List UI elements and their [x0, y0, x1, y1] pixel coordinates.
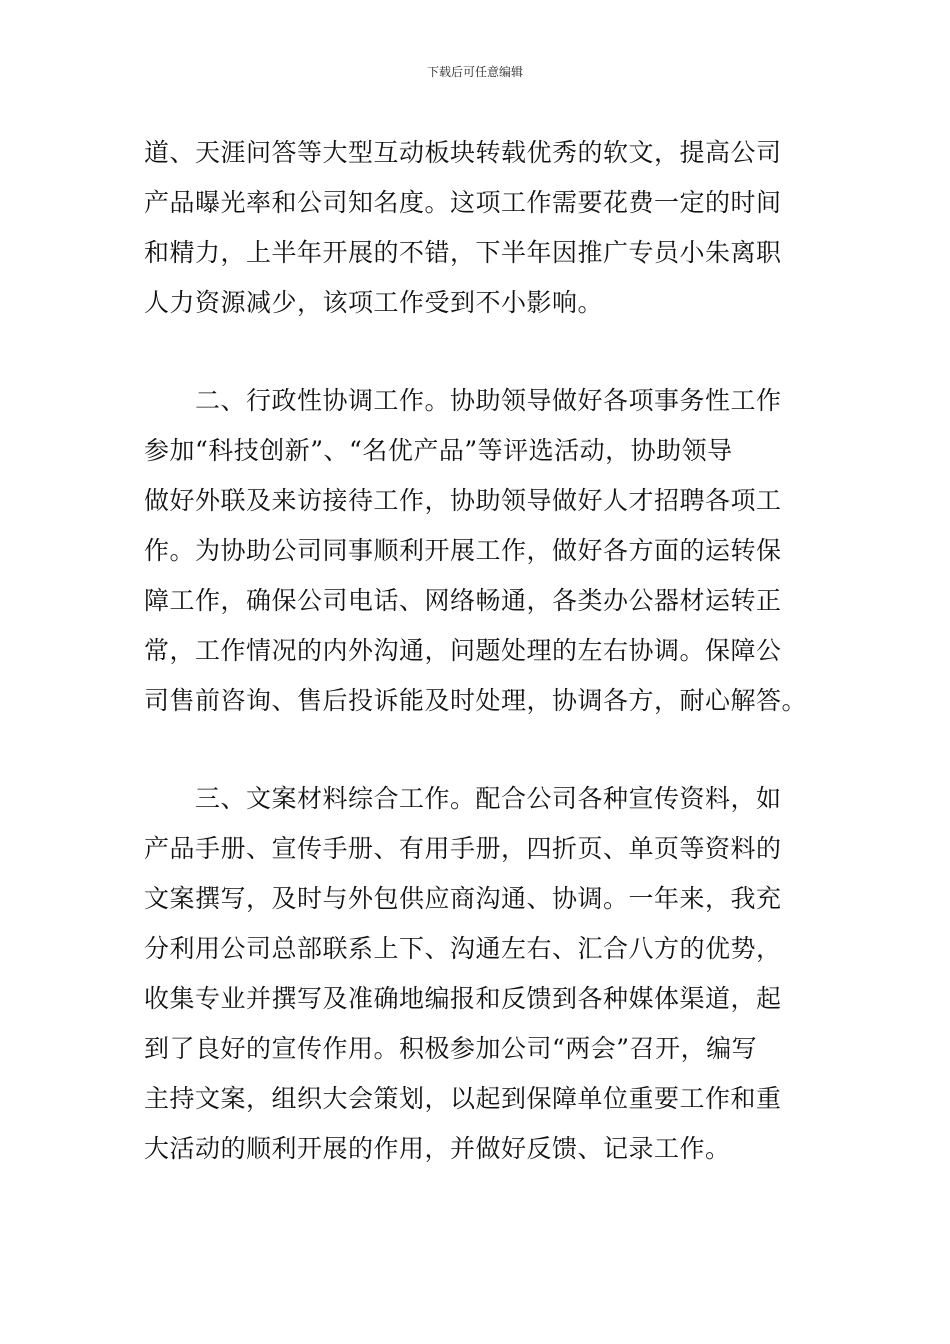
paragraph-1 — [144, 128, 809, 328]
text-line: 收集专业并撰写及准确地编报和反馈到各种媒体渠道，起 — [144, 984, 782, 1013]
text-line: 三、文案材料综合工作。配合公司各种宣传资料，如 — [144, 784, 782, 813]
paragraph-3 — [144, 774, 809, 1174]
text-line: 司售前咨询、售后投诉能及时处理，协调各方，耐心解答。 — [144, 686, 808, 715]
text-line: 人力资源减少，该项工作受到不小影响。 — [144, 288, 604, 317]
text-line: 大活动的顺利开展的作用，并做好反馈、记录工作。 — [144, 1134, 731, 1163]
text-line: 分利用公司总部联系上下、沟通左右、汇合八方的优势， — [144, 934, 782, 963]
text-line: 主持文案，组织大会策划，以起到保障单位重要工作和重 — [144, 1084, 782, 1113]
text-line: 参加“科技创新”、“名优产品”等评选活动，协助领导 — [144, 436, 733, 465]
text-line: 和精力，上半年开展的不错，下半年因推广专员小朱离职 — [144, 238, 782, 267]
text-line: 到了良好的宣传作用。积极参加公司“两会”召开，编写 — [144, 1034, 758, 1063]
text-line: 常，工作情况的内外沟通，问题处理的左右协调。保障公 — [144, 636, 782, 665]
text-line: 做好外联及来访接待工作，协助领导做好人才招聘各项工 — [144, 486, 782, 515]
text-line: 产品曝光率和公司知名度。这项工作需要花费一定的时间 — [144, 188, 782, 217]
text-line: 文案撰写，及时与外包供应商沟通、协调。一年来，我充 — [144, 884, 782, 913]
text-line: 作。为协助公司同事顺利开展工作，做好各方面的运转保 — [144, 536, 782, 565]
text-line: 道、天涯问答等大型互动板块转载优秀的软文，提高公司 — [144, 138, 782, 167]
page-header-note: 下载后可任意编辑 — [426, 65, 523, 79]
text-line: 二、行政性协调工作。协助领导做好各项事务性工作 — [144, 386, 782, 415]
text-line: 障工作，确保公司电话、网络畅通，各类办公器材运转正 — [144, 586, 782, 615]
paragraph-2 — [144, 376, 809, 726]
text-line: 产品手册、宣传手册、有用手册，四折页、单页等资料的 — [144, 834, 782, 863]
